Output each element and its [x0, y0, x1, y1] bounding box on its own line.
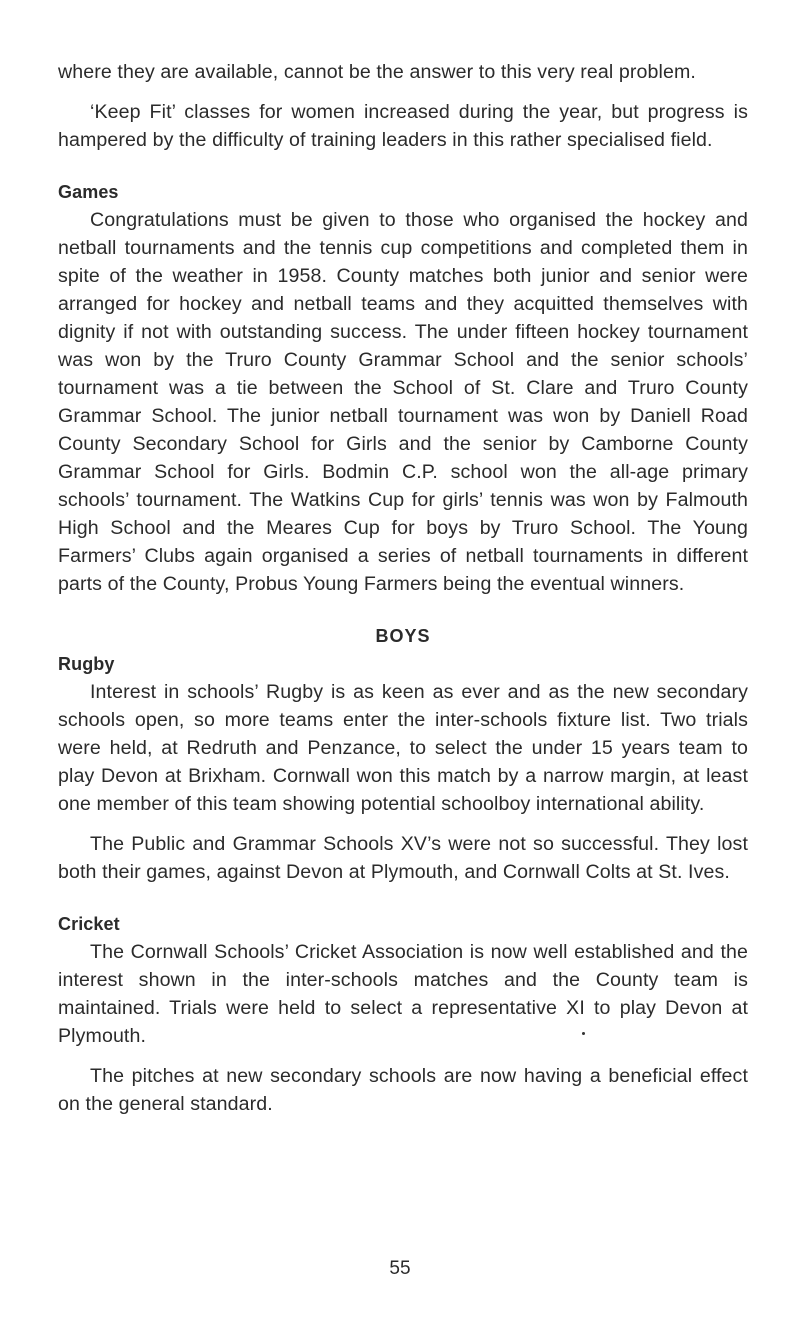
games-paragraph: Congratulations must be given to those who organised the hockey and netball tournaments and the tennis cup competitions and completed them in spite of the weather in 1958. County matches both junior and senior were arranged for hockey and netball teams and they acquitted themselves with dignity if not with outstanding success. The under fifteen hockey tournament was won by the Truro County Grammar School and the senior schools’ tournament was a tie between the School of St. Clare and Truro County Grammar School. The junior netball tournament was won by Daniell Road County Secondary School for Girls and the senior by Camborne County Grammar School for Girls. Bodmin C.P. school won the all-age primary schools’ tournament. The Watkins Cup for girls’ tennis was won by Falmouth High School and the Meares Cup for boys by Truro School. The Young Farmers’ Clubs again organised a series of netball tournaments in different parts of the County, Probus Young Farmers being the eventual winners.	[58, 209, 748, 595]
cricket-paragraph-1: The Cornwall Schools’ Cricket Association is now well established and the interest shown in the inter-schools matches and the County team is maintained. Trials were held to select a representative XI to play Devon at Plymouth.	[58, 941, 748, 1047]
page-number: 55	[389, 1258, 411, 1279]
cricket-heading: Cricket	[58, 914, 120, 934]
games-heading: Games	[58, 182, 119, 202]
keep-fit-paragraph: ‘Keep Fit’ classes for women increased during the year, but progress is hampered by the difficulty of training leaders in this rather specialised field.	[58, 101, 748, 151]
document-page	[58, 58, 748, 1118]
ink-speck	[582, 1032, 585, 1035]
intro-continuation: where they are available, cannot be the answer to this very real problem.	[58, 61, 696, 83]
rugby-heading: Rugby	[58, 654, 115, 674]
rugby-paragraph-1: Interest in schools’ Rugby is as keen as ever and as the new secondary schools open, so more teams enter the inter-schools fixture list. Two trials were held, at Redruth and Penzance, to select the under 15 years team to play Devon at Brixham. Cornwall won this match by a narrow margin, at least one member of this team showing potential schoolboy international ability.	[58, 681, 748, 815]
rugby-paragraph-2: The Public and Grammar Schools XV’s were not so successful. They lost both their games, against Devon at Plymouth, and Cornwall Colts at St. Ives.	[58, 833, 748, 883]
boys-heading: BOYS	[375, 626, 431, 646]
cricket-paragraph-2: The pitches at new secondary schools are now having a beneficial effect on the general standard.	[58, 1065, 748, 1115]
